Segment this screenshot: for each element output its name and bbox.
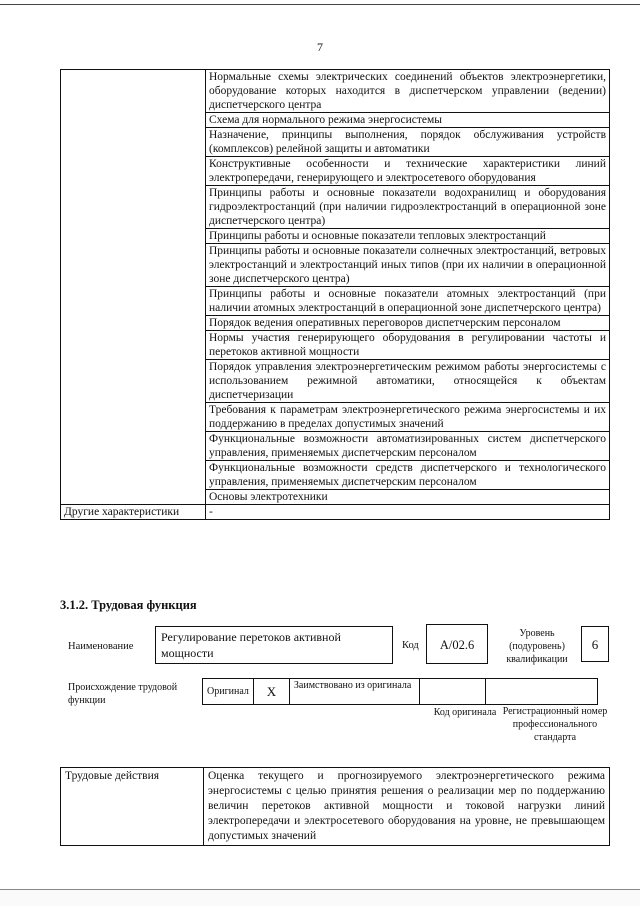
knowledge-item: Принципы работы и основные показатели солнечных электростанций, ветровых электростанций и электростанций иных типов (при их наличии в операционной зоне диспетчерского центра) [206, 244, 610, 287]
registration-number-caption: Регистрационный номер профессионального стандарта [502, 706, 608, 743]
code-label: Код [402, 640, 419, 651]
knowledge-item: Нормы участия генерирующего оборудования в регулировании частоты и перетоков активной мощности [206, 331, 610, 360]
borrowed-label-cell: Заимствовано из оригинала [289, 679, 419, 705]
knowledge-item: Функциональные возможности автоматизированных систем диспетчерского управления, применяемых диспетчерским персоналом [206, 432, 610, 461]
knowledge-item: Принципы работы и основные показатели водохранилищ и оборудования гидроэлектростанций (при наличии гидроэлектростанций в операционной зоне диспетчерского центра) [206, 186, 610, 229]
name-label: Наименование [68, 641, 134, 652]
knowledge-item: Принципы работы и основные показатели тепловых электростанций [206, 229, 610, 244]
knowledge-label-cell [61, 70, 206, 505]
knowledge-item: Требования к параметрам электроэнергетического режима энергосистемы и их поддержанию в пределах допустимых значений [206, 403, 610, 432]
other-characteristics-label: Другие характеристики [61, 505, 206, 520]
knowledge-item: Основы электротехники [206, 490, 610, 505]
knowledge-item: Принципы работы и основные показатели атомных электростанций (при наличии атомных электростанций в операционной зоне диспетчерского центра) [206, 287, 610, 316]
original-label-cell: Оригинал [203, 679, 254, 705]
knowledge-item: Схема для нормального режима энергосистемы [206, 113, 610, 128]
knowledge-item: Порядок ведения оперативных переговоров диспетчерским персоналом [206, 316, 610, 331]
labor-actions-label: Трудовые действия [61, 768, 204, 846]
original-code-caption: Код оригинала [433, 707, 497, 718]
original-code-cell [419, 679, 485, 705]
qualification-level-box: 6 [581, 626, 609, 662]
top-scan-line [0, 4, 640, 5]
page-number: 7 [317, 40, 323, 54]
function-code-box: A/02.6 [426, 624, 488, 664]
knowledge-item: Назначение, принципы выполнения, порядок обслуживания устройств (комплексов) релейной защиты и автоматики [206, 128, 610, 157]
origin-table [202, 678, 598, 705]
origin-label: Происхождение трудовой функции [68, 682, 178, 706]
section-heading: 3.1.2. Трудовая функция [60, 598, 197, 612]
bottom-scan-edge [0, 889, 640, 906]
knowledge-item: Порядок управления электроэнергетическим режимом работы энергосистемы с использованием режимной автоматики, относящейся к объектам диспетчеризации [206, 360, 610, 403]
knowledge-item: Конструктивные особенности и технические характеристики линий электропередачи, генерирующего и электросетевого оборудования [206, 157, 610, 186]
knowledge-item: Нормальные схемы электрических соединений объектов электроэнергетики, оборудование которых находится в диспетчерском управлении (ведении) диспетчерского центра [206, 70, 610, 113]
labor-actions-text: Оценка текущего и прогнозируемого электроэнергетического режима энергосистемы с целью принятия решения о реализации мер по поддержанию величин перетоков активной мощности и токовой нагрузки линий электропередачи и электросетевого оборудования на уровне, не превышающем допустимых значений [204, 768, 610, 846]
other-characteristics-value: - [206, 505, 610, 520]
registration-number-cell [485, 679, 597, 705]
knowledge-table [60, 69, 610, 520]
function-name-box: Регулирование перетоков активной мощности [155, 626, 393, 664]
labor-actions-table [60, 767, 610, 846]
original-mark-cell: X [253, 679, 289, 705]
knowledge-item: Функциональные возможности средств диспетчерского и технологического управления, применяемых диспетчерским персоналом [206, 461, 610, 490]
qualification-level-label: Уровень (подуровень) квалификации [506, 628, 568, 665]
